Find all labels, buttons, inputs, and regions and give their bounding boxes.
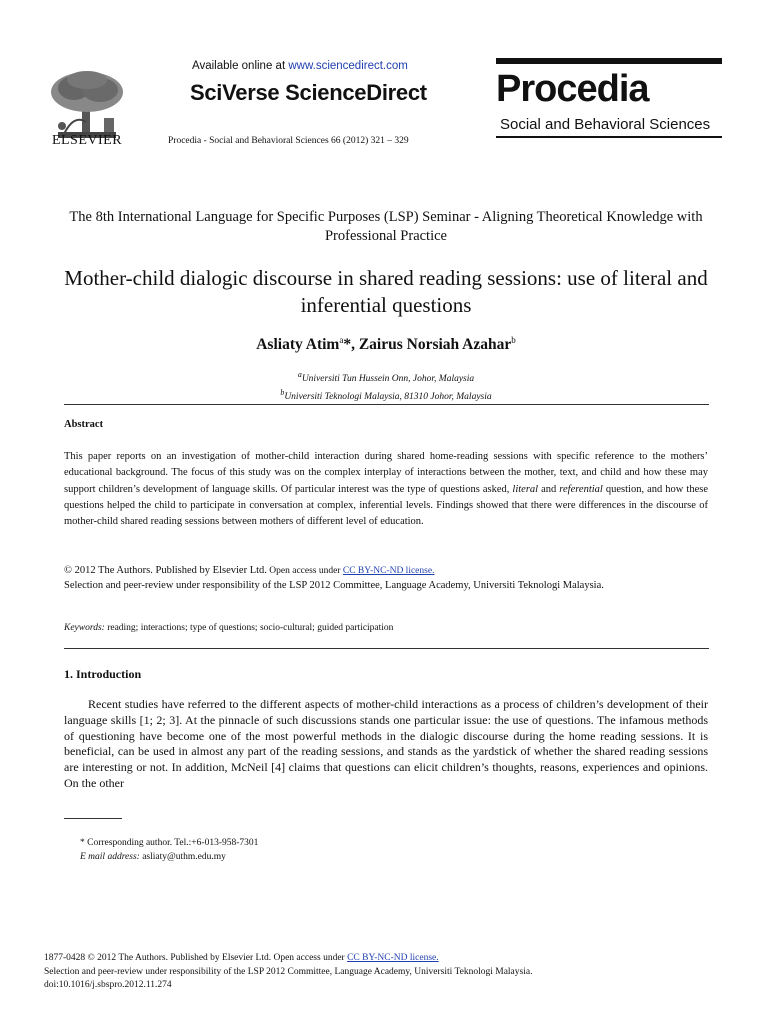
affiliations [40,368,732,404]
copyright-block [64,564,708,592]
peer-review-text: Selection and peer-review under responsibility of the LSP 2012 Committee, Language Academy, Universiti Teknologi Malaysia. [64,579,604,591]
author-1-sup: a [339,335,344,345]
section-heading: 1. Introduction [64,667,142,681]
keywords-text: reading; interactions; type of questions; socio-cultural; guided participation [104,623,394,633]
footnote [80,836,258,864]
abstract-text-2: question, and how these questions helped the child to participate in conversation at complex, inferential levels. Findings showed that there were differences in the discourse of mother-child shared reading sessions between mothers of different level of education. [64,483,708,528]
email-label: E mail address: [80,852,140,862]
available-prefix: Available online at [192,60,289,72]
available-online [192,60,408,72]
footer-license-link[interactable]: CC BY-NC-ND license. [347,953,439,963]
abstract-literal: literal [512,483,539,495]
journal-logo-title: Procedia [496,68,649,110]
paper-title: Mother-child dialogic discourse in shared reading sessions: use of literal and inferential questions [64,266,708,317]
author-2: Zairus Norsiah Azahar [358,336,512,354]
corresponding-author: * Corresponding author. Tel.:+6-013-958-7301 [80,838,259,848]
footer-peer-review: Selection and peer-review under responsibility of the LSP 2012 Committee, Language Academy, Universiti Teknologi Malaysia. [44,966,533,977]
journal-logo-subtitle: Social and Behavioral Sciences [500,116,711,133]
copyright-text: © 2012 The Authors. Published by Elsevier Ltd. [64,565,267,576]
affiliation-text: Universiti Tun Hussein Onn, Johor, Malaysia [301,374,475,385]
affiliation-text: Universiti Teknologi Malaysia, 81310 Johor, Malaysia [284,392,492,403]
page-footer [44,952,532,993]
footnote-rule [64,818,122,819]
journal-logo-rule [496,136,722,138]
intro-paragraph [64,697,708,792]
abstract-body [64,449,708,530]
seminar-title: The 8th International Language for Specific Purposes (LSP) Seminar - Aligning Theoretical Knowledge with Professional Practice [69,209,703,244]
author-1: Asliaty Atim [256,336,340,354]
journal-citation: Procedia - Social and Behavioral Sciences 66 (2012) 321 – 329 [168,136,409,146]
authors [40,335,732,354]
abstract-and: and [538,483,560,495]
keywords [64,623,708,633]
author-1-mark: *, [343,336,359,354]
author-2-sup: b [511,335,516,345]
affiliation [40,386,732,404]
platform-name: SciVerse ScienceDirect [190,80,427,105]
footer-issn: 1877-0428 © 2012 The Authors. Published by Elsevier Ltd. Open access under [44,953,348,963]
abstract-referential: referential [559,483,603,495]
keywords-label: Keywords: [64,623,105,633]
affiliation-sup: b [280,388,285,398]
email-address: asliaty@uthm.edu.my [139,852,226,862]
open-access-text: Open access under [266,566,343,576]
publisher-name: ELSEVIER [51,133,123,148]
sciencedirect-link[interactable]: www.sciencedirect.com [288,60,408,72]
footer-doi: doi:10.1016/j.sbspro.2012.11.274 [44,980,172,990]
affiliation [40,368,732,386]
license-link[interactable]: CC BY-NC-ND license. [342,566,435,576]
abstract-heading: Abstract [64,419,104,430]
procedia-top-bar [496,58,722,64]
intro-text: Recent studies have referred to the different aspects of mother-child interactions as a process of children’s development of their language skills [1; 2; 3]. At the pinnacle of such discussions stands one particular issue: the use of questions. The infamous methods of questioning have become one of the most powerful methods in the dialogic discourse during the home reading sessions. It is beneficial, can be used in almost any part of the reading sessions, and stands as the yardstick of whether the shared reading sessions are interesting or not. In addition, McNeil [4] claims that questions can elicit children’s thoughts, reasons, experiences and opinions. On the other [64,697,708,790]
abstract-top-rule [64,404,709,405]
abstract-text-1: This paper reports on an investigation of mother-child interaction during shared home-reading sessions with specific reference to the mothers’ educational background. The focus of this study was on the complex interplay of interactions between the mother, text, and child and how these may support children’s development of language skills. Of particular interest was the type of questions asked, [64,451,708,495]
abstract-bottom-rule [64,648,709,649]
affiliation-sup: a [297,370,302,379]
